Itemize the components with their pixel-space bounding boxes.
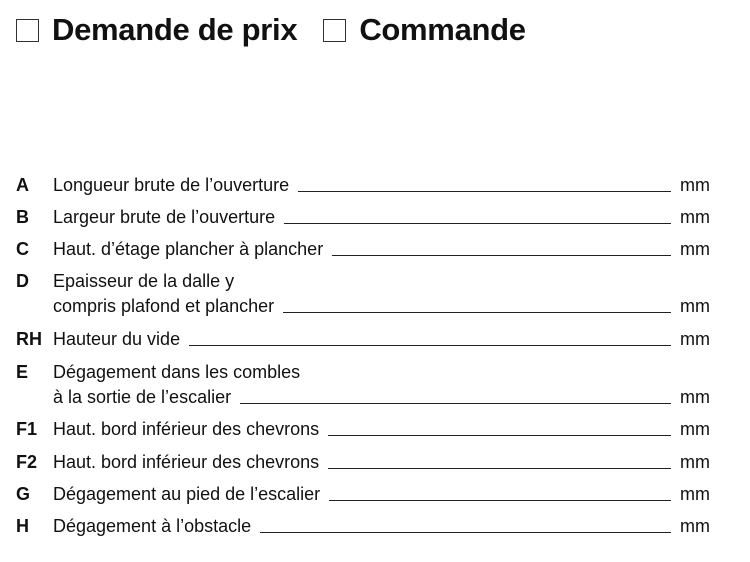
field-label-line-2: à la sortie de l’escalier [53, 387, 232, 407]
field-code: D [16, 271, 29, 291]
field-label-line-1: Haut. bord inférieur des chevrons [53, 419, 320, 439]
field-unit: mm [680, 296, 710, 316]
field-unit: mm [680, 175, 710, 195]
field-label-line-2: compris plafond et plancher [53, 296, 275, 316]
field-unit: mm [680, 329, 710, 349]
field-code: RH [16, 329, 42, 349]
field-code: A [16, 175, 29, 195]
field-label-line-1: Hauteur du vide [53, 329, 181, 349]
field-code: B [16, 207, 29, 227]
field-input-line[interactable] [328, 435, 671, 436]
field-code: F2 [16, 452, 38, 472]
field-code: F1 [16, 419, 38, 439]
field-label-line-1: Longueur brute de l’ouverture [53, 175, 290, 195]
field-unit: mm [680, 484, 710, 504]
field-label-line-1: Largeur brute de l’ouverture [53, 207, 276, 227]
field-label-line-1: Haut. bord inférieur des chevrons [53, 452, 320, 472]
field-code: C [16, 239, 29, 259]
field-input-line[interactable] [189, 345, 671, 346]
field-unit: mm [680, 207, 710, 227]
field-input-line[interactable] [284, 223, 671, 224]
field-input-line[interactable] [260, 532, 671, 533]
field-label-line-1: Dégagement au pied de l’escalier [53, 484, 321, 504]
field-code: E [16, 362, 29, 382]
field-input-line[interactable] [283, 312, 671, 313]
field-input-line[interactable] [329, 500, 671, 501]
field-input-line[interactable] [328, 468, 671, 469]
field-code: G [16, 484, 31, 504]
field-label-line-1: Epaisseur de la dalle y [53, 271, 235, 291]
field-label-line-1: Dégagement à l’obstacle [53, 516, 252, 536]
field-unit: mm [680, 387, 710, 407]
field-unit: mm [680, 239, 710, 259]
field-input-line[interactable] [332, 255, 671, 256]
field-unit: mm [680, 419, 710, 439]
field-input-line[interactable] [298, 191, 671, 192]
commande-label: Commande [359, 12, 526, 47]
field-unit: mm [680, 452, 710, 472]
field-label-line-1: Haut. d’étage plancher à plancher [53, 239, 324, 259]
field-unit: mm [680, 516, 710, 536]
field-input-line[interactable] [240, 403, 671, 404]
demande-de-prix-label: Demande de prix [52, 12, 298, 47]
field-label-line-1: Dégagement dans les combles [53, 362, 301, 382]
field-code: H [16, 516, 29, 536]
